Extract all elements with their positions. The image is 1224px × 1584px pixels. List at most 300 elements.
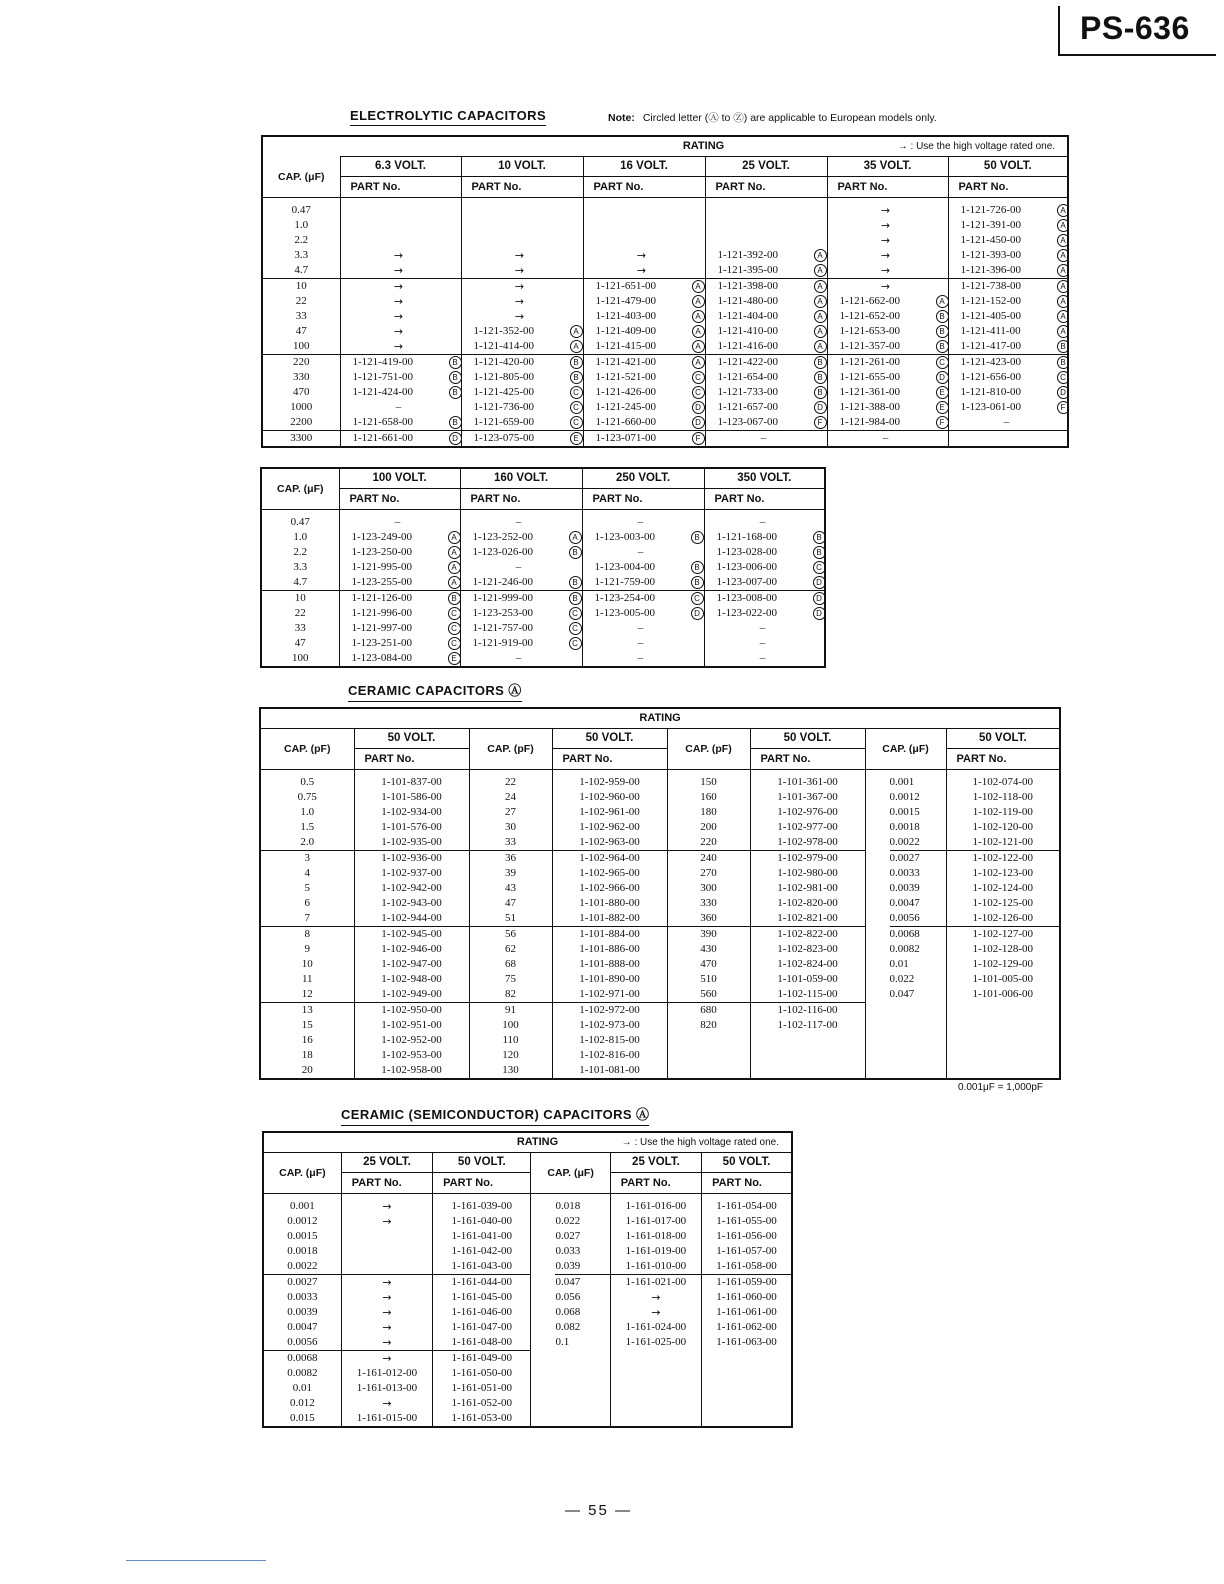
arrow-icon: →	[514, 280, 525, 293]
volt-header: 50 VOLT.	[946, 729, 1060, 749]
cap-value: 33	[295, 310, 307, 322]
conversion-footnote: 0.001μF = 1,000pF	[958, 1082, 1043, 1093]
arrow-note: → : Use the high voltage rated one.	[621, 1137, 779, 1148]
part-number: 1-101-081-00	[579, 1064, 640, 1076]
cap-value: 82	[505, 988, 516, 1000]
part-entry	[461, 545, 582, 560]
part-entry	[584, 354, 705, 370]
note-text: Circled letter (Ⓐ to Ⓩ) are applicable to European models only.	[642, 112, 937, 124]
part-number: 1-121-168-00	[716, 531, 777, 543]
part-number: 1-102-942-00	[381, 882, 442, 894]
part-entry	[828, 415, 948, 430]
part-number: 1-102-824-00	[777, 958, 838, 970]
region-letter-icon: B	[449, 356, 462, 369]
part-number: 1-121-393-00	[960, 249, 1021, 261]
part-number: 1-121-422-00	[717, 356, 778, 368]
part-number: 1-102-948-00	[381, 973, 442, 985]
part-number: 1-102-979-00	[751, 850, 865, 866]
region-letter-icon: C	[691, 592, 704, 605]
part-number: 1-102-949-00	[381, 988, 442, 1000]
part-entry	[461, 636, 582, 651]
part-number: –	[515, 516, 522, 528]
part-number: 1-121-419-00	[352, 356, 413, 368]
part-entry	[583, 621, 704, 636]
part-number: –	[637, 516, 644, 528]
part-entry	[584, 203, 705, 218]
arrow-glyph: →	[382, 1291, 392, 1304]
region-letter-icon: A	[1057, 325, 1069, 338]
part-number: 1-123-255-00	[351, 576, 412, 588]
part-number: 1-123-003-00	[594, 531, 655, 543]
part-number: 1-161-039-00	[451, 1200, 513, 1212]
cap-header-right: CAP. (μF)	[531, 1153, 610, 1194]
part-entry	[828, 278, 948, 294]
part-header: PART No.	[354, 749, 469, 770]
part-entry	[949, 263, 1068, 278]
electrolytic-body-1	[262, 198, 1068, 448]
region-letter-icon: B	[691, 576, 704, 589]
part-column	[705, 198, 827, 448]
part-number: 1-161-042-00	[451, 1245, 513, 1257]
part-number: 1-121-416-00	[717, 340, 778, 352]
part-entry	[828, 309, 948, 324]
semiconductor-title: CERAMIC (SEMICONDUCTOR) CAPACITORS Ⓐ	[341, 1104, 649, 1126]
part-number: 1-121-751-00	[352, 371, 413, 383]
cap-value: 330	[293, 371, 310, 383]
arrow-icon: →	[393, 310, 404, 323]
part-number: 1-121-424-00	[352, 386, 413, 398]
part-entry	[462, 400, 583, 415]
region-letter-icon: C	[569, 637, 582, 650]
part-entry	[461, 560, 582, 575]
part-number: 1-102-129-00	[972, 958, 1034, 970]
part-number: 1-121-126-00	[351, 592, 412, 604]
rating-header	[263, 1132, 792, 1153]
cap-value: 0.0022	[889, 836, 920, 848]
arrow-glyph: →	[382, 1397, 392, 1410]
cap-value: 7	[304, 912, 310, 924]
part-number: 1-123-071-00	[595, 432, 656, 444]
part-entry	[584, 278, 705, 294]
arrow-note: → : Use the high voltage rated one.	[897, 141, 1056, 152]
part-entry	[340, 606, 460, 621]
part-number: 1-121-388-00	[839, 401, 900, 413]
cap-value: 0.0082	[889, 943, 920, 955]
volt-header: 25 VOLT.	[610, 1153, 701, 1173]
part-entry	[462, 278, 583, 294]
region-letter-icon: E	[570, 432, 583, 445]
part-number: 1-102-953-00	[381, 1049, 442, 1061]
part-number: 1-121-391-00	[960, 219, 1021, 231]
cap-value: 47	[505, 897, 516, 909]
arrow-icon: →	[880, 204, 891, 217]
arrow-icon: →	[880, 280, 891, 293]
part-entry	[828, 203, 948, 218]
part-number: –	[760, 432, 767, 444]
cap-value: 2.2	[293, 546, 308, 558]
cap-value: 0.0012	[287, 1215, 318, 1227]
cap-value: 3300	[263, 430, 340, 446]
part-number: 1-121-245-00	[595, 401, 656, 413]
region-letter-icon: B	[936, 340, 949, 353]
cap-column	[531, 1194, 610, 1428]
part-number: 1-121-659-00	[473, 416, 534, 428]
part-column	[339, 510, 460, 668]
region-letter-icon: E	[448, 652, 461, 665]
arrow-icon: →	[514, 264, 525, 277]
part-entry	[462, 370, 583, 385]
part-header: PART No.	[340, 177, 461, 198]
electrolytic-title: ELECTROLYTIC CAPACITORS	[350, 108, 546, 126]
part-entry	[584, 415, 705, 430]
part-entry	[706, 324, 827, 339]
volt-header: 10 VOLT.	[461, 157, 583, 177]
cap-value: 0.01	[889, 958, 909, 970]
region-letter-icon: B	[1057, 356, 1069, 369]
part-number: 1-161-015-00	[356, 1412, 418, 1424]
part-number: 1-121-410-00	[717, 325, 778, 337]
region-letter-icon: A	[570, 340, 583, 353]
part-number: 1-121-759-00	[594, 576, 655, 588]
region-letter-icon: A	[936, 295, 949, 308]
part-header: PART No.	[433, 1173, 531, 1194]
arrow-icon: →	[514, 295, 525, 308]
region-letter-icon: A	[692, 280, 705, 293]
part-number: 1-161-025-00	[625, 1336, 687, 1348]
rating-label: RATING	[682, 140, 725, 152]
part-number: 1-161-054-00	[716, 1200, 777, 1212]
part-entry	[341, 354, 461, 370]
part-number: 1-121-656-00	[960, 371, 1021, 383]
region-letter-icon: A	[1057, 204, 1069, 217]
part-entry	[828, 354, 948, 370]
part-entry	[341, 430, 461, 446]
arrow-icon: →	[636, 264, 647, 277]
part-entry	[706, 218, 827, 233]
part-entry	[828, 400, 948, 415]
part-number: 1-161-019-00	[625, 1245, 687, 1257]
part-number: 1-102-127-00	[947, 926, 1060, 942]
cap-value: 820	[700, 1019, 717, 1031]
cap-value: 0.75	[297, 791, 317, 803]
arrow-glyph: →	[651, 1291, 661, 1304]
arrow-icon: →	[393, 249, 404, 262]
region-letter-icon: A	[692, 310, 705, 323]
cap-value: 3.3	[293, 561, 308, 573]
part-number: 1-102-115-00	[777, 988, 838, 1000]
cap-value: 27	[505, 806, 516, 818]
part-entry	[828, 248, 948, 263]
region-letter-icon: C	[570, 401, 583, 414]
part-number: 1-121-409-00	[595, 325, 656, 337]
region-letter-icon: A	[692, 325, 705, 338]
region-letter-icon: C	[692, 371, 705, 384]
part-number: 1-102-976-00	[777, 806, 838, 818]
part-header: PART No.	[705, 177, 827, 198]
part-number: 1-121-152-00	[960, 295, 1021, 307]
region-letter-icon: A	[692, 340, 705, 353]
part-entry	[340, 560, 460, 575]
cap-value: 160	[700, 791, 717, 803]
part-entry	[584, 339, 705, 354]
part-entry	[340, 575, 460, 590]
arrow-icon: →	[880, 249, 891, 262]
cap-value: 47	[294, 637, 306, 649]
part-number: 1-121-654-00	[717, 371, 778, 383]
page-number: — 55 —	[565, 1502, 633, 1519]
part-entry	[706, 370, 827, 385]
part-number: 1-121-995-00	[351, 561, 412, 573]
cap-value: 24	[505, 791, 516, 803]
part-number: 1-102-125-00	[972, 897, 1034, 909]
part-entry	[583, 515, 704, 530]
part-entry	[828, 385, 948, 400]
cap-header: CAP. (pF)	[469, 729, 552, 770]
part-number: 1-121-738-00	[960, 280, 1021, 292]
part-number: 1-102-118-00	[972, 791, 1033, 803]
region-letter-icon: A	[570, 325, 583, 338]
volt-header: 50 VOLT.	[702, 1153, 792, 1173]
arrow-icon: →	[514, 310, 525, 323]
part-number: 1-102-962-00	[579, 821, 640, 833]
region-letter-icon: D	[691, 607, 704, 620]
part-number	[342, 1259, 432, 1274]
part-number: 1-123-028-00	[716, 546, 777, 558]
cap-value: 0.0015	[287, 1230, 318, 1242]
part-entry	[462, 218, 583, 233]
part-header-row	[261, 489, 825, 510]
cap-value: 150	[700, 776, 717, 788]
part-number: 1-121-655-00	[839, 371, 900, 383]
part-column	[702, 1194, 792, 1428]
arrow-icon	[342, 1199, 432, 1214]
part-entry	[584, 294, 705, 309]
part-entry	[706, 294, 827, 309]
region-letter-icon: B	[569, 546, 582, 559]
part-column	[552, 770, 667, 1080]
cap-value: 56	[470, 926, 552, 942]
part-entry	[706, 263, 827, 278]
cap-value: 51	[505, 912, 516, 924]
region-letter-icon: B	[814, 356, 827, 369]
cap-value: 0.012	[290, 1397, 315, 1409]
cap-value: 270	[700, 867, 717, 879]
volt-header: 50 VOLT.	[354, 729, 469, 749]
region-letter-icon: C	[570, 386, 583, 399]
cap-column	[469, 770, 552, 1080]
part-entry	[706, 203, 827, 218]
region-letter-icon: B	[449, 416, 462, 429]
cap-column	[865, 770, 946, 1080]
cap-value: 47	[295, 325, 307, 337]
cap-value: 470	[700, 958, 717, 970]
part-number: 1-161-052-00	[451, 1397, 513, 1409]
cap-value: 0.022	[555, 1215, 581, 1227]
region-letter-icon: C	[448, 637, 461, 650]
part-column	[341, 1194, 432, 1428]
cap-value: 200	[700, 821, 717, 833]
arrow-icon: →	[880, 234, 891, 247]
region-letter-icon: B	[691, 561, 704, 574]
region-letter-icon: E	[936, 401, 949, 414]
part-entry	[583, 651, 704, 666]
part-number: –	[1003, 416, 1010, 428]
part-number: –	[515, 561, 522, 573]
volt-header-row	[263, 1153, 792, 1173]
cap-value: 0.47	[290, 516, 310, 528]
part-entry	[706, 385, 827, 400]
cap-value: 390	[668, 926, 750, 942]
cap-value: 680	[668, 1002, 750, 1018]
part-entry	[584, 324, 705, 339]
cap-value: 30	[505, 821, 516, 833]
region-letter-icon: D	[813, 607, 826, 620]
part-number: –	[637, 652, 644, 664]
part-number: 1-101-361-00	[777, 776, 838, 788]
part-column	[461, 198, 583, 448]
cap-value: 0.027	[555, 1230, 581, 1242]
part-number: 1-102-123-00	[972, 867, 1034, 879]
cap-value: 91	[470, 1002, 552, 1018]
cap-value: 20	[301, 1064, 313, 1076]
part-number: 1-161-012-00	[356, 1367, 418, 1379]
part-entry	[584, 233, 705, 248]
region-letter-icon: A	[448, 576, 461, 589]
part-entry	[461, 606, 582, 621]
part-number: 1-121-984-00	[839, 416, 900, 428]
part-number: 1-102-820-00	[777, 897, 838, 909]
region-letter-icon: A	[814, 280, 827, 293]
region-letter-icon: C	[936, 356, 949, 369]
part-number: 1-121-414-00	[473, 340, 534, 352]
part-number: 1-121-411-00	[960, 325, 1021, 337]
part-entry	[341, 324, 461, 339]
note-label: Note:	[608, 112, 635, 124]
arrow-icon	[342, 1335, 432, 1350]
part-number: 1-121-421-00	[595, 356, 656, 368]
part-header: PART No.	[461, 177, 583, 198]
cap-value: 75	[505, 973, 516, 985]
part-number: 1-102-937-00	[381, 867, 442, 879]
part-number: 1-123-075-00	[473, 432, 534, 444]
part-entry	[828, 339, 948, 354]
part-number: 1-123-084-00	[351, 652, 412, 664]
cap-header: CAP. (μF)	[262, 157, 340, 198]
part-number: 1-161-055-00	[716, 1215, 777, 1227]
cap-value: 11	[301, 973, 313, 985]
part-entry	[705, 560, 825, 575]
cap-value: 0.47	[291, 204, 311, 216]
part-number: 1-121-726-00	[960, 204, 1021, 216]
region-letter-icon: E	[936, 386, 949, 399]
part-number: 1-161-050-00	[451, 1367, 513, 1379]
part-number: 1-121-420-00	[473, 356, 534, 368]
part-number: 1-101-884-00	[553, 926, 667, 942]
part-entry	[462, 233, 583, 248]
part-entry	[340, 545, 460, 560]
part-entry	[706, 430, 827, 446]
arrow-glyph: →	[382, 1336, 392, 1349]
volt-header: 100 VOLT.	[339, 468, 460, 489]
part-entry	[584, 370, 705, 385]
region-letter-icon: A	[814, 295, 827, 308]
part-number: 1-102-943-00	[381, 897, 442, 909]
cap-column	[667, 770, 750, 1080]
part-entry	[462, 354, 583, 370]
part-entry	[584, 248, 705, 263]
part-entry	[705, 545, 825, 560]
region-letter-icon: B	[691, 531, 704, 544]
part-number: 1-121-662-00	[839, 295, 900, 307]
cap-column	[260, 770, 354, 1080]
cap-value: 0.018	[555, 1200, 581, 1212]
part-number: 1-101-837-00	[381, 776, 442, 788]
part-entry	[828, 263, 948, 278]
part-entry	[949, 354, 1068, 370]
cap-value: 0.047	[889, 988, 915, 1000]
part-number: 1-161-061-00	[716, 1306, 777, 1318]
part-number: 1-161-043-00	[451, 1260, 513, 1272]
cap-value: 0.0039	[889, 882, 920, 894]
part-number: 1-123-253-00	[472, 607, 533, 619]
cap-value: 10	[263, 278, 340, 294]
part-entry	[461, 530, 582, 545]
part-entry	[949, 400, 1068, 415]
part-number: 1-161-048-00	[451, 1336, 513, 1348]
volt-header: 50 VOLT.	[552, 729, 667, 749]
cap-value: 0.0027	[264, 1274, 341, 1290]
arrow-icon: →	[393, 264, 404, 277]
part-number: 1-161-040-00	[451, 1215, 513, 1227]
region-letter-icon: A	[569, 531, 582, 544]
part-entry	[949, 415, 1068, 430]
part-entry	[462, 203, 583, 218]
part-entry	[584, 430, 705, 446]
region-letter-icon: B	[449, 386, 462, 399]
cap-value: 6	[304, 897, 310, 909]
region-letter-icon: D	[692, 401, 705, 414]
part-number: 1-102-117-00	[777, 1019, 838, 1031]
part-number: 1-161-013-00	[356, 1382, 418, 1394]
part-number: –	[395, 401, 402, 413]
part-number: 1-102-977-00	[777, 821, 838, 833]
part-entry	[461, 515, 582, 530]
cap-value: 0.0056	[889, 912, 920, 924]
electrolytic-table-2	[260, 467, 826, 668]
volt-header: 25 VOLT.	[705, 157, 827, 177]
region-letter-icon: B	[570, 371, 583, 384]
region-letter-icon: D	[814, 401, 827, 414]
cap-value: 22	[505, 776, 516, 788]
part-number: 1-161-018-00	[625, 1230, 687, 1242]
cap-value: 360	[700, 912, 717, 924]
part-number: 1-161-053-00	[451, 1412, 513, 1424]
part-number: 1-102-950-00	[355, 1002, 469, 1018]
cap-value: 10	[301, 958, 313, 970]
part-number: 1-102-936-00	[355, 850, 469, 866]
region-letter-icon: D	[813, 592, 826, 605]
arrow-glyph: →	[382, 1321, 392, 1334]
volt-header: 350 VOLT.	[704, 468, 825, 489]
cap-value: 120	[502, 1049, 519, 1061]
region-letter-icon: A	[448, 531, 461, 544]
part-number: 1-161-010-00	[625, 1260, 687, 1272]
cap-header-left: CAP. (μF)	[263, 1153, 341, 1194]
cap-value: 0.001	[889, 776, 915, 788]
cap-value: 12	[301, 988, 313, 1000]
cap-value: 0.5	[300, 776, 315, 788]
cap-column	[262, 198, 340, 448]
